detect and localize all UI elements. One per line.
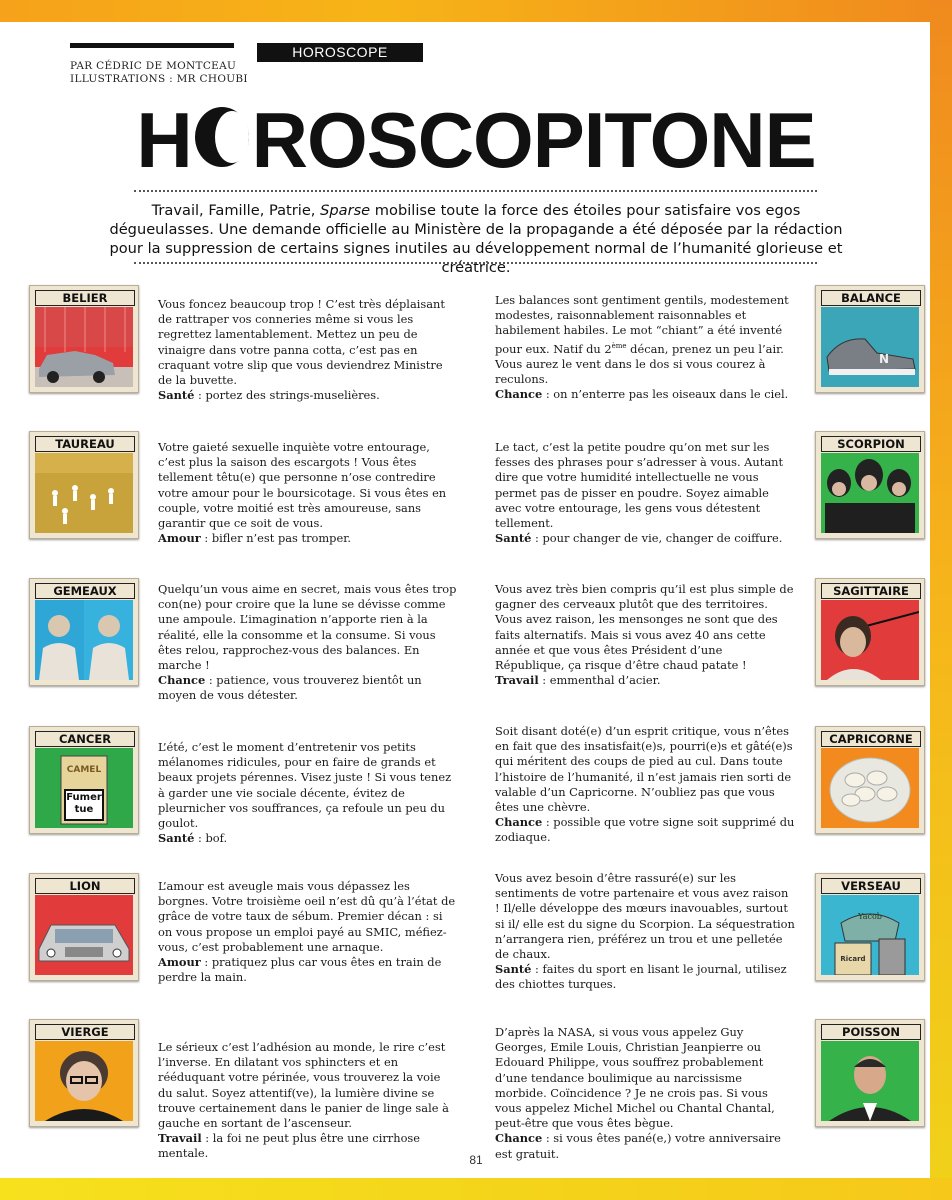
title-part-2: ROSCOPITONE — [251, 96, 816, 184]
credits — [70, 60, 248, 86]
sign-card-cancer — [29, 726, 139, 834]
cancer-illustration — [35, 748, 133, 828]
entry-gemeaux: Quelqu’un vous aime en secret, mais vous êtes trop con(ne) pour croire que la lune se dévisse comme une ampoule. L’imagination n’apporte rien à la réalité, elle la consomme et la consume. Si vous êtes relou, rapprochez-vous des balances. En marche ! Chance : patience, vous trouverez bientôt un moyen de vous détester. — [158, 582, 457, 703]
page-title — [0, 96, 952, 184]
bottle-text: Yacob — [858, 912, 882, 921]
section-tag: HOROSCOPE — [257, 43, 423, 62]
entry-capricorne: Soit disant doté(e) d’un esprit critique, vous n’êtes en fait que des insatisfait(e)s, pourri(e)s et gâté(e)s qui méritent des coups de pied au cul. Dans toute l’histoire de l’humanité, il n’est jamais rien sorti de valable d’un Capricorne. N’oubliez pas que vous êtes une chèvre. Chance : possible que votre signe soit supprimé du zodiaque. — [495, 724, 795, 845]
sagittaire-illustration — [821, 600, 919, 680]
lion-illustration — [35, 895, 133, 975]
new-balance-logo: N — [879, 352, 890, 366]
sign-label: LION — [35, 878, 135, 894]
sign-card-capricorne — [815, 726, 925, 834]
sign-card-sagittaire — [815, 578, 925, 686]
poisson-illustration — [821, 1041, 919, 1121]
entry-taureau: Votre gaieté sexuelle inquiète votre entourage, c’est plus la saison des escargots ! Vous êtes tellement têtu(e) que personne n’ose contredire votre amour pour le boursicotage. Si vous êtes en couple, votre moitié est très amoureuse, sans garantir que ce soit de vous. Amour : bifler n’est pas tromper. — [158, 440, 447, 546]
sign-label: GEMEAUX — [35, 583, 135, 599]
entry-balance: Les balances sont gentiment gentils, modestement modestes, raisonnablement raisonnables et habilement habiles. Le mot “chiant” a été inventé pour eux. Natif du 2ème décan, prenez un peu l’air. Vous aurez le vent dans le dos si vous courez à reculons. Chance : on n’enterre pas les oiseaux dans le ciel. — [495, 293, 789, 402]
sign-label: TAUREAU — [35, 436, 135, 452]
illustrator-credit: ILLUSTRATIONS : MR CHOUBI — [70, 73, 248, 85]
dotted-rule-top — [134, 190, 817, 192]
sign-label: BELIER — [35, 290, 135, 306]
entry-poisson: D’après la NASA, si vous vous appelez Guy Georges, Emile Louis, Christian Jeanpierre ou Edouard Philippe, vous souffrez probablement d’une tendance boulimique au narcissisme morbide. Coïncidence ? Je ne crois pas. Si vous vous appelez Michel Michel ou Chantal Chantal, peut-être que vous êtes bègue. Chance : si vous êtes pané(e,) votre anniversaire est gratuit. — [495, 1025, 781, 1161]
sign-card-gemeaux — [29, 578, 139, 686]
sign-card-lion — [29, 873, 139, 981]
sign-card-scorpion — [815, 431, 925, 539]
sign-label: POISSON — [821, 1024, 921, 1040]
entry-cancer: L’été, c’est le moment d’entretenir vos petits mélanomes ridicules, pour en faire de grands et beaux projets pérennes. Visez juste ! Si vous tenez à garder une vie sociale décente, évitez de pleurnicher vos souffrances, ça refoule un peu du goulot. Santé : bof. — [158, 740, 452, 846]
scorpion-illustration — [821, 453, 919, 533]
camel-pack-text: CAMEL — [66, 765, 102, 775]
sign-label: SAGITTAIRE — [821, 583, 921, 599]
vierge-illustration — [35, 1041, 133, 1121]
ricard-label: Ricard — [840, 955, 866, 963]
gemeaux-illustration — [35, 600, 133, 680]
author-credit: PAR CÉDRIC DE MONTCEAU — [70, 60, 237, 72]
page-border-bottom — [0, 1178, 952, 1200]
belier-illustration — [35, 307, 133, 387]
page-border-right — [930, 0, 952, 1200]
page-border-top — [0, 0, 952, 22]
sign-label: VERSEAU — [821, 878, 921, 894]
credit-rule — [70, 43, 234, 48]
sign-label: VIERGE — [35, 1024, 135, 1040]
magazine-name: Sparse — [320, 202, 371, 219]
page-number: 81 — [469, 1153, 483, 1167]
capricorne-illustration — [821, 748, 919, 828]
sign-card-vierge — [29, 1019, 139, 1127]
entry-verseau: Vous avez besoin d’être rassuré(e) sur les sentiments de votre partenaire et vous avez raison ! Il/elle développe des mœurs inavouables, surtout si il/ elle est du signe du Scorpion. La séquestration n’arrangera rien, préférez un trou et une pelletée de chaux. Santé : faites du sport en lisant le journal, utilisez des chiottes turques. — [495, 871, 795, 992]
fumer-tue-warning: Fumer tue — [66, 792, 102, 815]
intro-paragraph: Travail, Famille, Patrie, Sparse mobilise toute la force des étoiles pour satisfaire vos egos dégueulasses. Une demande officielle au Ministère de la propagande a été déposée par la rédaction pour la suppression de certains signes inutiles au développement normal de l’humanité glorieuse et créatrice. — [109, 202, 843, 276]
sign-label: SCORPION — [821, 436, 921, 452]
title-part-1: H — [136, 96, 192, 184]
taureau-illustration — [35, 453, 133, 533]
verseau-illustration — [821, 895, 919, 975]
entry-scorpion: Le tact, c’est la petite poudre qu’on met sur les fesses des phrases pour s’adresser à vous. Autant dire que votre humidité intellectuelle ne vous permet pas de pisser en poudre. Soyez aimable avec votre entourage, les gens vous détestent tellement. Santé : pour changer de vie, changer de coiffure. — [495, 440, 784, 546]
sign-card-verseau — [815, 873, 925, 981]
sign-label: CANCER — [35, 731, 135, 747]
entry-vierge: Le sérieux c’est l’adhésion au monde, le rire c’est l’inverse. En dilatant vos sphincters et en rééduquant votre périnée, vous trouverez la voie du salut. Soyez attentif(ve), la lumière divine se trouve certainement dans le panier de linge sale à gauche en sortant de l’ascenseur. Travail : la foi ne peut plus être une cirrhose mentale. — [158, 1040, 449, 1161]
sign-card-balance — [815, 285, 925, 393]
sign-label: BALANCE — [821, 290, 921, 306]
entry-belier: Vous foncez beaucoup trop ! C’est très déplaisant de rattraper vos conneries même si vous les regrettez lamentablement. Mettez un peu de vinaigre dans votre panna cotta, c’est pas en craquant votre slip que vous deviendrez Ministre de la buvette. Santé : portez des strings-muselières. — [158, 297, 445, 403]
balance-illustration — [821, 307, 919, 387]
entry-lion: L’amour est aveugle mais vous dépassez les borgnes. Votre troisième oeil n’est dû qu’à l’état de grâce de votre taux de sébum. Premier décan : si on vous propose un emploi payé au SMIC, méfiez-vous, c’est probablement une arnaque. Amour : pratiquez plus car vous êtes en train de perdre la main. — [158, 879, 456, 985]
sign-card-poisson — [815, 1019, 925, 1127]
dotted-rule-bottom — [134, 262, 817, 264]
moon-o-icon — [193, 102, 251, 166]
sign-card-belier — [29, 285, 139, 393]
entry-sagittaire: Vous avez très bien compris qu’il est plus simple de gagner des cerveaux plutôt que des territoires. Vous avez raison, les mensonges ne sont que des faits alternatifs. Mais si vous avez 40 ans cette année et que vous êtes Président d’une République, ça risque d’être chaud patate ! Travail : emmenthal d’acier. — [495, 582, 794, 688]
sign-label: CAPRICORNE — [821, 731, 921, 747]
sign-card-taureau — [29, 431, 139, 539]
